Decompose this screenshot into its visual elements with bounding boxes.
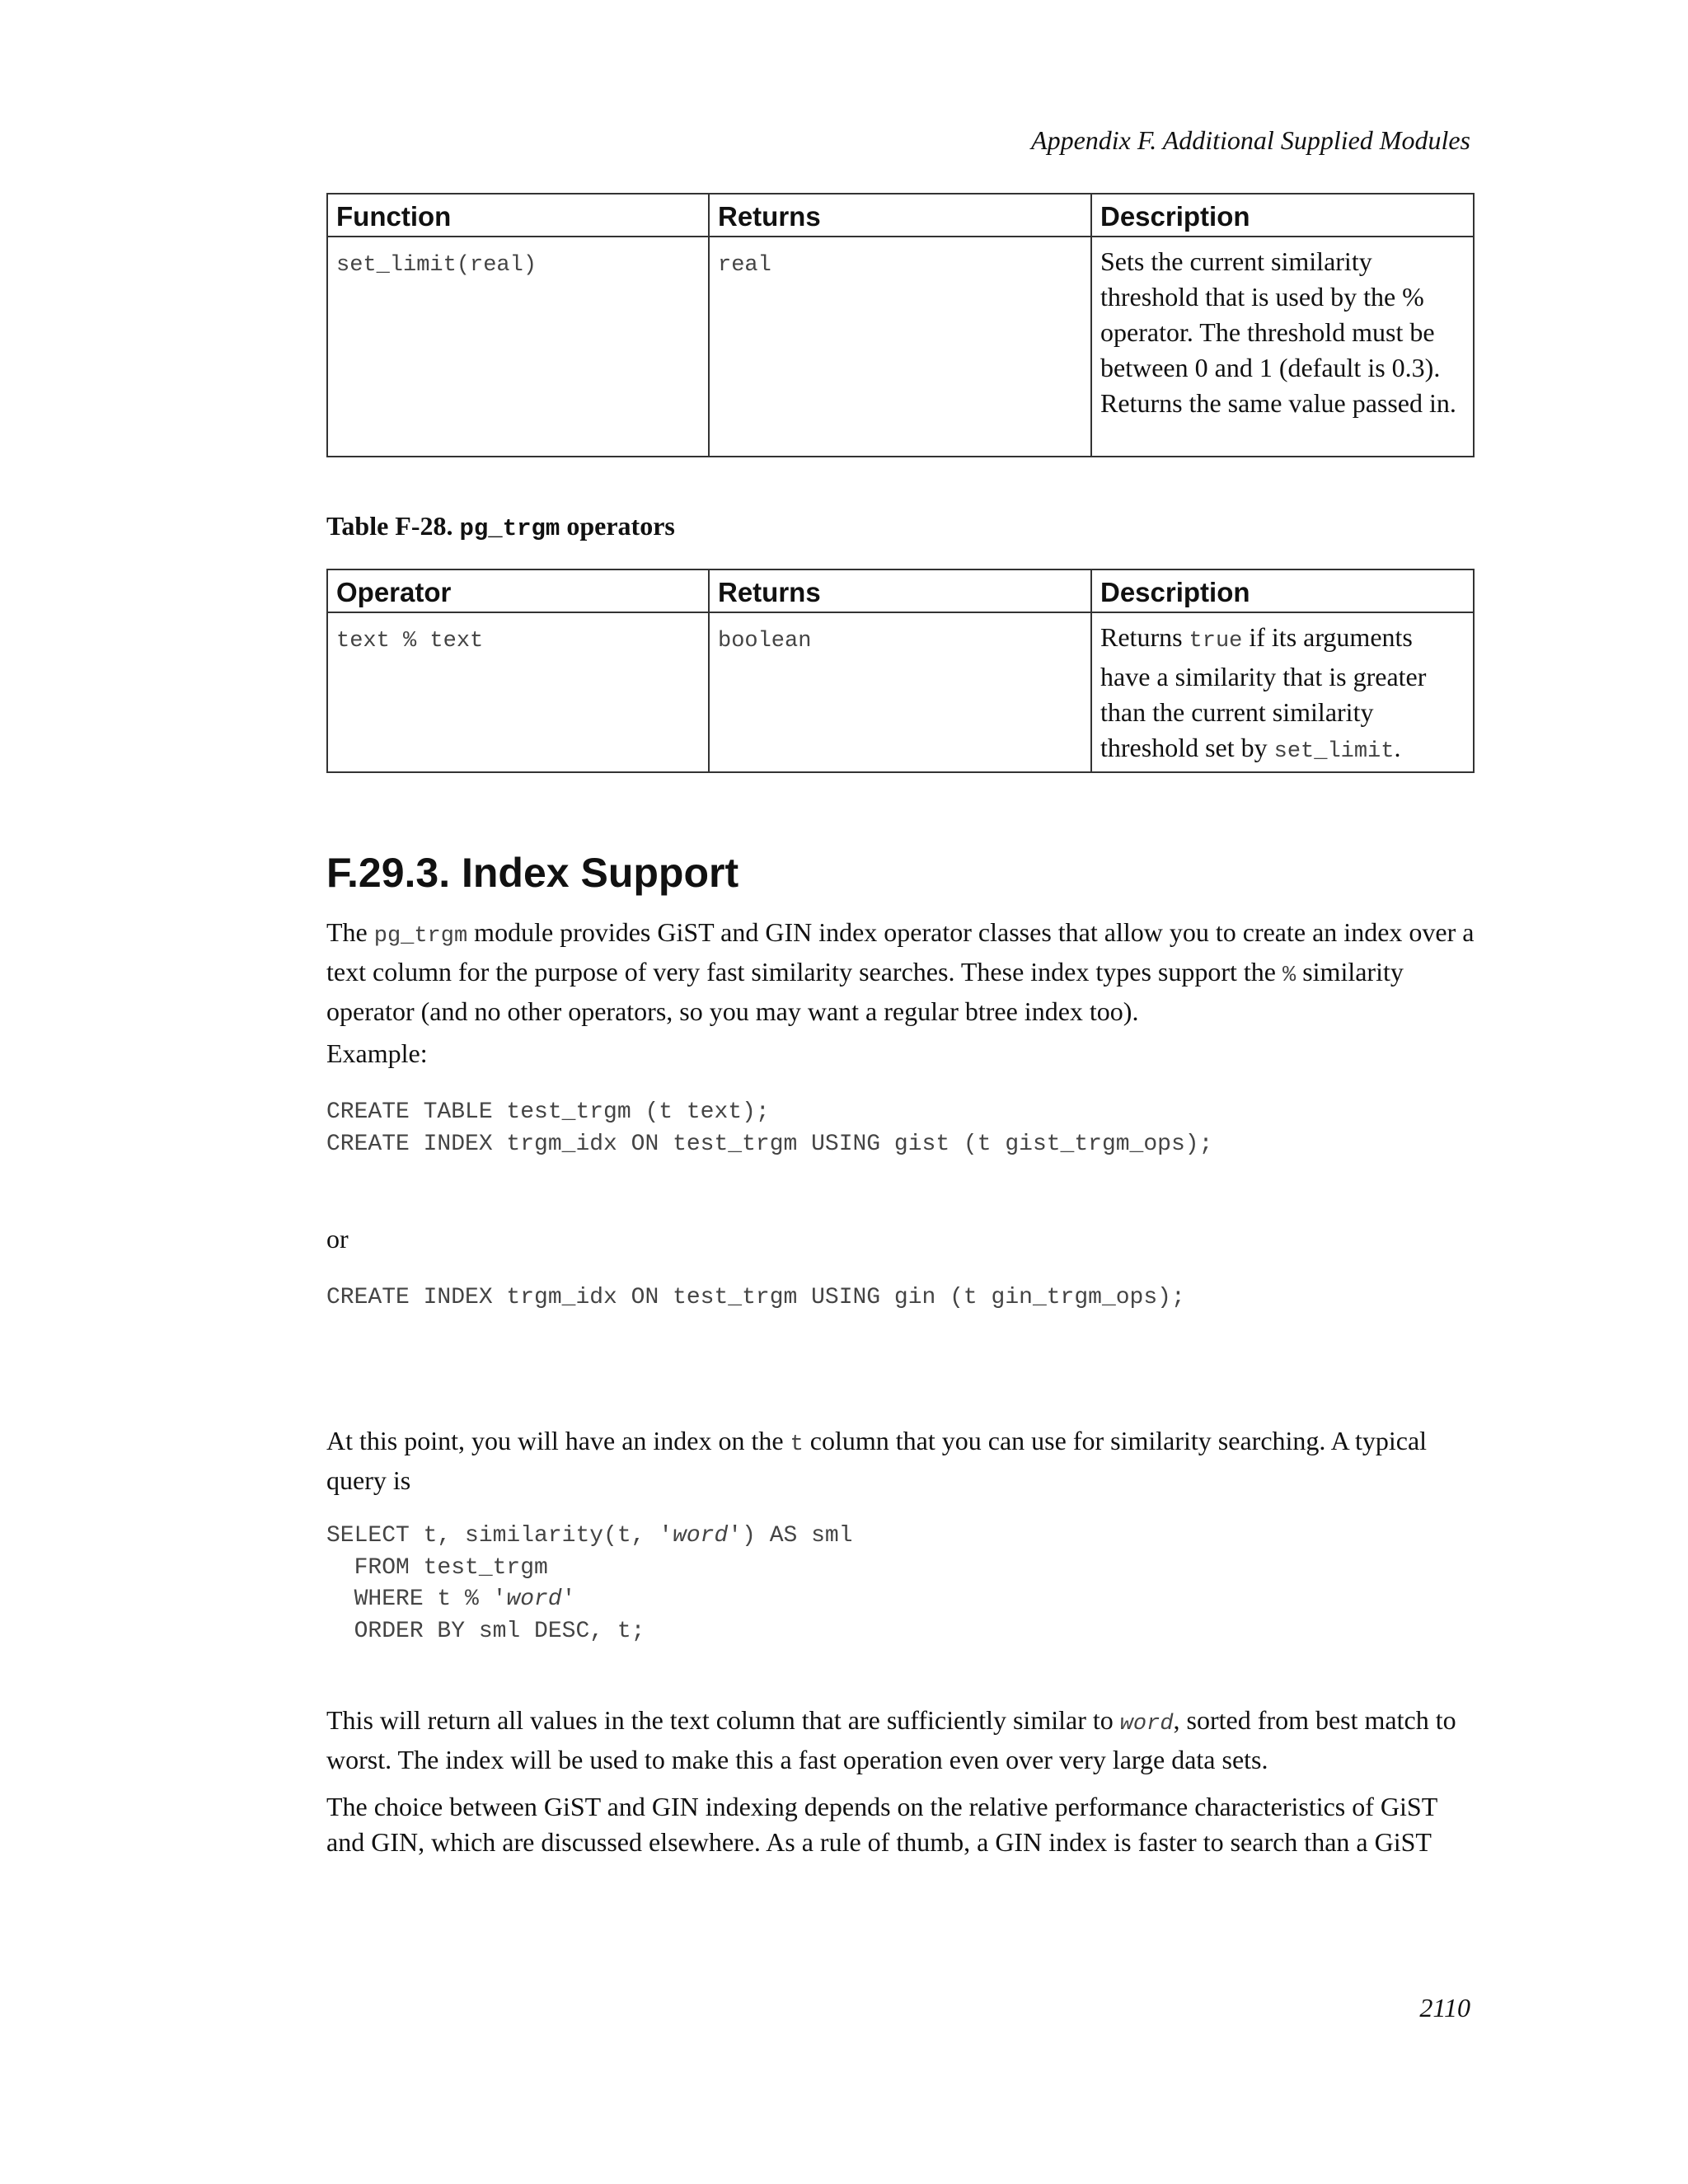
inline-code: t [790, 1432, 804, 1457]
function-name: set_limit(real) [336, 253, 537, 278]
operator-cell [327, 612, 709, 772]
code-line: SELECT t, similarity(t, 'word') AS sml [326, 1523, 853, 1549]
description-code: true [1189, 629, 1243, 654]
paragraph-text: At this point, you will have an index on the [326, 1426, 784, 1455]
paragraph-choice: The choice between GiST and GIN indexing depends on the relative performance characteristics of GiST and GIN, which are discussed elsewhere. As a rule of thumb, a GIN index is faster to search than a GiST [326, 1792, 1437, 1857]
column-header: Returns [709, 194, 1091, 237]
table-header-row [327, 194, 1474, 237]
column-header: Description [1091, 569, 1474, 612]
column-header: Operator [327, 569, 709, 612]
code-line: CREATE INDEX trgm_idx ON test_trgm USING gist (t gist_trgm_ops); [326, 1131, 1213, 1157]
returns-cell [709, 612, 1091, 772]
inline-code: % [1282, 963, 1296, 988]
description-cell [1091, 612, 1474, 772]
code-block-create-gin [326, 1282, 1185, 1315]
caption-code: pg_trgm [459, 515, 560, 542]
paragraph-query [326, 1423, 1476, 1498]
description-text: Returns [1100, 622, 1183, 652]
code-block-create-gist [326, 1097, 1212, 1160]
or-label: or [326, 1224, 349, 1254]
functions-table [326, 193, 1475, 457]
paragraph-text: module provides GiST and GIN index operator classes that allow you to create an index over a text column for the purpose of very fast similarity searches. These index types support the [326, 917, 1475, 987]
paragraph-intro [326, 915, 1476, 1029]
return-type: boolean [718, 629, 812, 654]
table-caption [326, 511, 675, 542]
column-header: Function [327, 194, 709, 237]
returns-cell [709, 237, 1091, 457]
section-title: F.29.3. Index Support [326, 850, 739, 896]
page-number: 2110 [1419, 1993, 1470, 2022]
code-line: WHERE t % 'word' [326, 1586, 576, 1612]
table-row [327, 612, 1474, 772]
description-code: set_limit [1273, 739, 1395, 764]
return-type: real [718, 253, 771, 278]
table-header-row [327, 569, 1474, 612]
code-line: ORDER BY sml DESC, t; [326, 1618, 645, 1644]
description-text: . [1394, 733, 1401, 762]
example-label: Example: [326, 1038, 428, 1068]
running-header: Appendix F. Additional Supplied Modules [1031, 125, 1470, 155]
function-cell [327, 237, 709, 457]
code-line: FROM test_trgm [326, 1554, 548, 1581]
paragraph-text: column that you can use for similarity searching. A typical query is [326, 1426, 1428, 1495]
placeholder-word: word [506, 1586, 562, 1612]
paragraph-text: The [326, 917, 368, 947]
code-line: CREATE TABLE test_trgm (t text); [326, 1099, 770, 1125]
column-header: Description [1091, 194, 1474, 237]
description-text: if its arguments have a similarity that is greater than the current similarity threshold set by [1100, 622, 1427, 762]
table-row [327, 237, 1474, 457]
paragraph-text: , sorted from best match to worst. The index will be used to make this a fast operation even over very large data sets. [326, 1705, 1456, 1774]
operator-expression: text % text [336, 629, 484, 654]
paragraph-text: This will return all values in the text column that are sufficiently similar to [326, 1705, 1114, 1735]
code-line: CREATE INDEX trgm_idx ON test_trgm USING gin (t gin_trgm_ops); [326, 1285, 1185, 1310]
code-block-select [326, 1521, 853, 1647]
paragraph-text: similarity operator (and no other operators, so you may want a regular btree index too). [326, 957, 1404, 1026]
caption-prefix: Table F-28. [326, 511, 453, 541]
paragraph-results [326, 1703, 1476, 1778]
operators-table [326, 569, 1475, 773]
column-header: Returns [709, 569, 1091, 612]
caption-suffix: operators [566, 511, 675, 541]
placeholder-word: word [673, 1523, 729, 1549]
description-cell: Sets the current similarity threshold that is used by the % operator. The threshold must be between 0 and 1 (default is 0.3). Returns the same value passed in. [1091, 237, 1474, 457]
inline-code: word [1119, 1712, 1174, 1736]
inline-code: pg_trgm [373, 924, 468, 949]
